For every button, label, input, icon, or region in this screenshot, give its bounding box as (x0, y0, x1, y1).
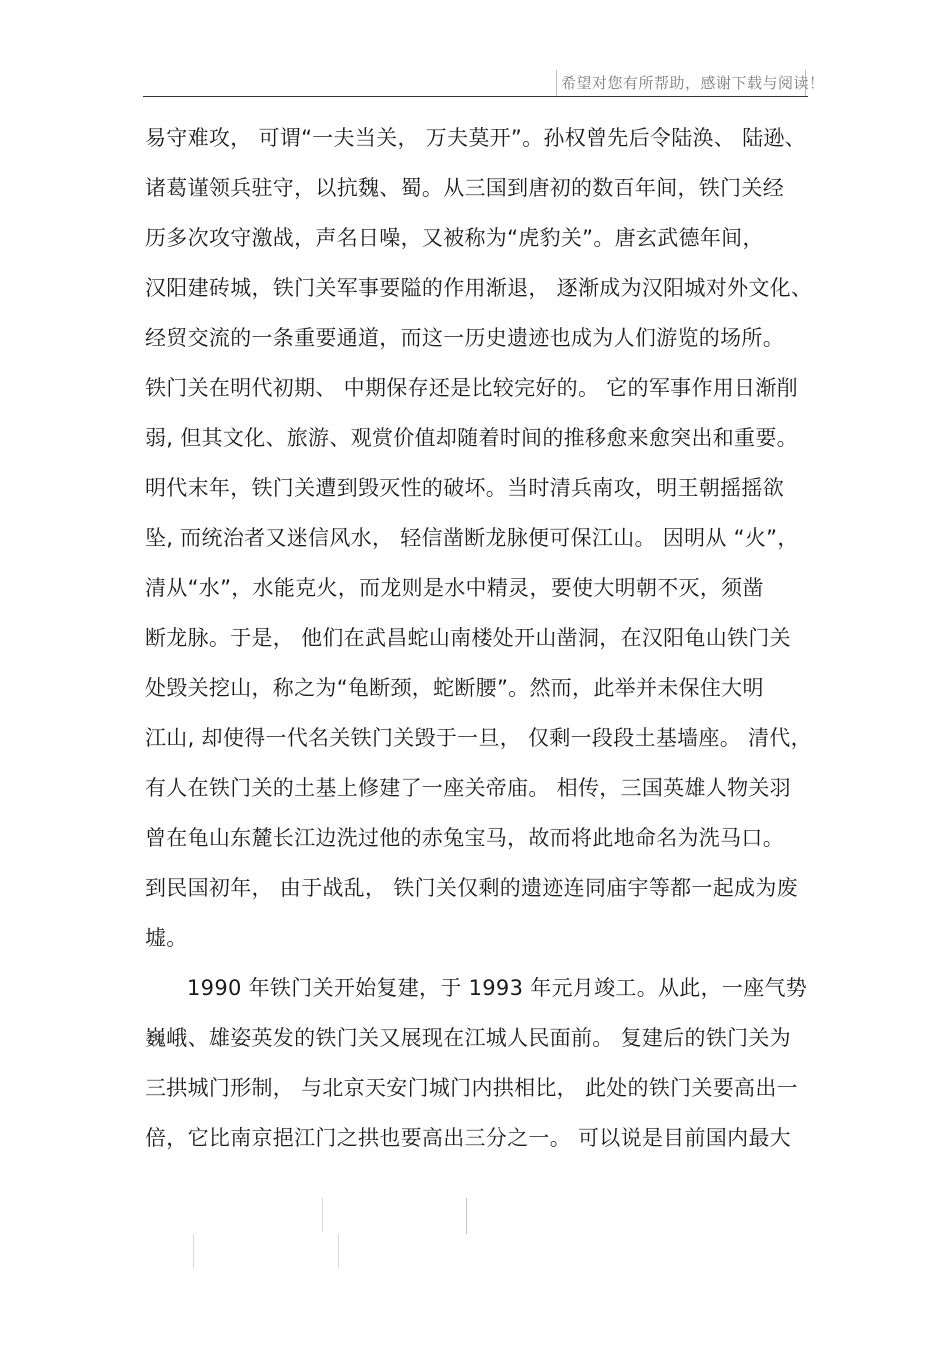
text-line: 易守难攻， 可谓“一夫当关， 万夫莫开”。孙权曾先后令陆涣、 陆逊、 (145, 126, 806, 150)
text-line: 明代末年，铁门关遭到毁灭性的破坏。当时清兵南攻，明王朝摇摇欲 (145, 476, 784, 500)
text-line: 1990 年铁门关开始复建，于 1993 年元月竣工。从此，一座气势 (187, 976, 808, 1000)
text-line: 墟。 (145, 926, 188, 950)
text-line: 曾在龟山东麓长江边洗过他的赤兔宝马，故而将此地命名为洗马口。 (145, 826, 784, 850)
text-line: 弱, 但其文化、旅游、观赏价值却随着时间的推移愈来愈突出和重要。 (145, 426, 798, 450)
text-line: 清从“水”，水能克火，而龙则是水中精灵，要使大明朝不灭，须凿 (145, 576, 764, 600)
text-line: 历多次攻守激战，声名日噪，又被称为“虎豹关”。唐玄武德年间， (145, 226, 764, 250)
text-line: 经贸交流的一条重要通道，而这一历史遗迹也成为人们游览的场所。 (145, 326, 784, 350)
header-divider (143, 96, 808, 97)
text-line: 断龙脉。于是， 他们在武昌蛇山南楼处开山凿洞，在汉阳龟山铁门关 (145, 626, 791, 650)
header-note: 希望对您有所帮助，感谢下载与阅读！ (561, 74, 825, 92)
scan-mark (338, 1234, 339, 1268)
text-line: 有人在铁门关的土基上修建了一座关帝庙。 相传，三国英雄人物关羽 (145, 776, 791, 800)
text-line: 江山, 却使得一代名关铁门关毁于一旦， 仅剩一段段土基墙座。 清代， (145, 726, 812, 750)
text-line: 到民国初年， 由于战乱， 铁门关仅剩的遗迹连同庙宇等都一起成为废 (145, 876, 798, 900)
text-line: 倍，它比南京挹江门之拱也要高出三分之一。 可以说是目前国内最大 (145, 1126, 791, 1150)
scan-mark (193, 1234, 194, 1268)
text-line: 汉阳建砖城，铁门关军事要隘的作用渐退， 逐渐成为汉阳城对外文化、 (145, 276, 813, 300)
text-line: 三拱城门形制， 与北京天安门城门内拱相比， 此处的铁门关要高出一 (145, 1076, 798, 1100)
text-line: 诸葛谨领兵驻守，以抗魏、蜀。从三国到唐初的数百年间，铁门关经 (145, 176, 784, 200)
scan-mark (322, 1198, 323, 1232)
text-line: 坠, 而统治者又迷信风水， 轻信凿断龙脉便可保江山。 因明从 “火”， (145, 526, 799, 550)
text-line: 处毁关挖山，称之为“龟断颈，蛇断腰”。然而，此举并未保住大明 (145, 676, 764, 700)
text-line: 铁门关在明代初期、 中期保存还是比较完好的。 它的军事作用日渐削 (145, 376, 798, 400)
header-note-box (556, 70, 825, 96)
scan-mark (466, 1198, 467, 1234)
text-line: 巍峨、雄姿英发的铁门关又展现在江城人民面前。 复建后的铁门关为 (145, 1026, 791, 1050)
